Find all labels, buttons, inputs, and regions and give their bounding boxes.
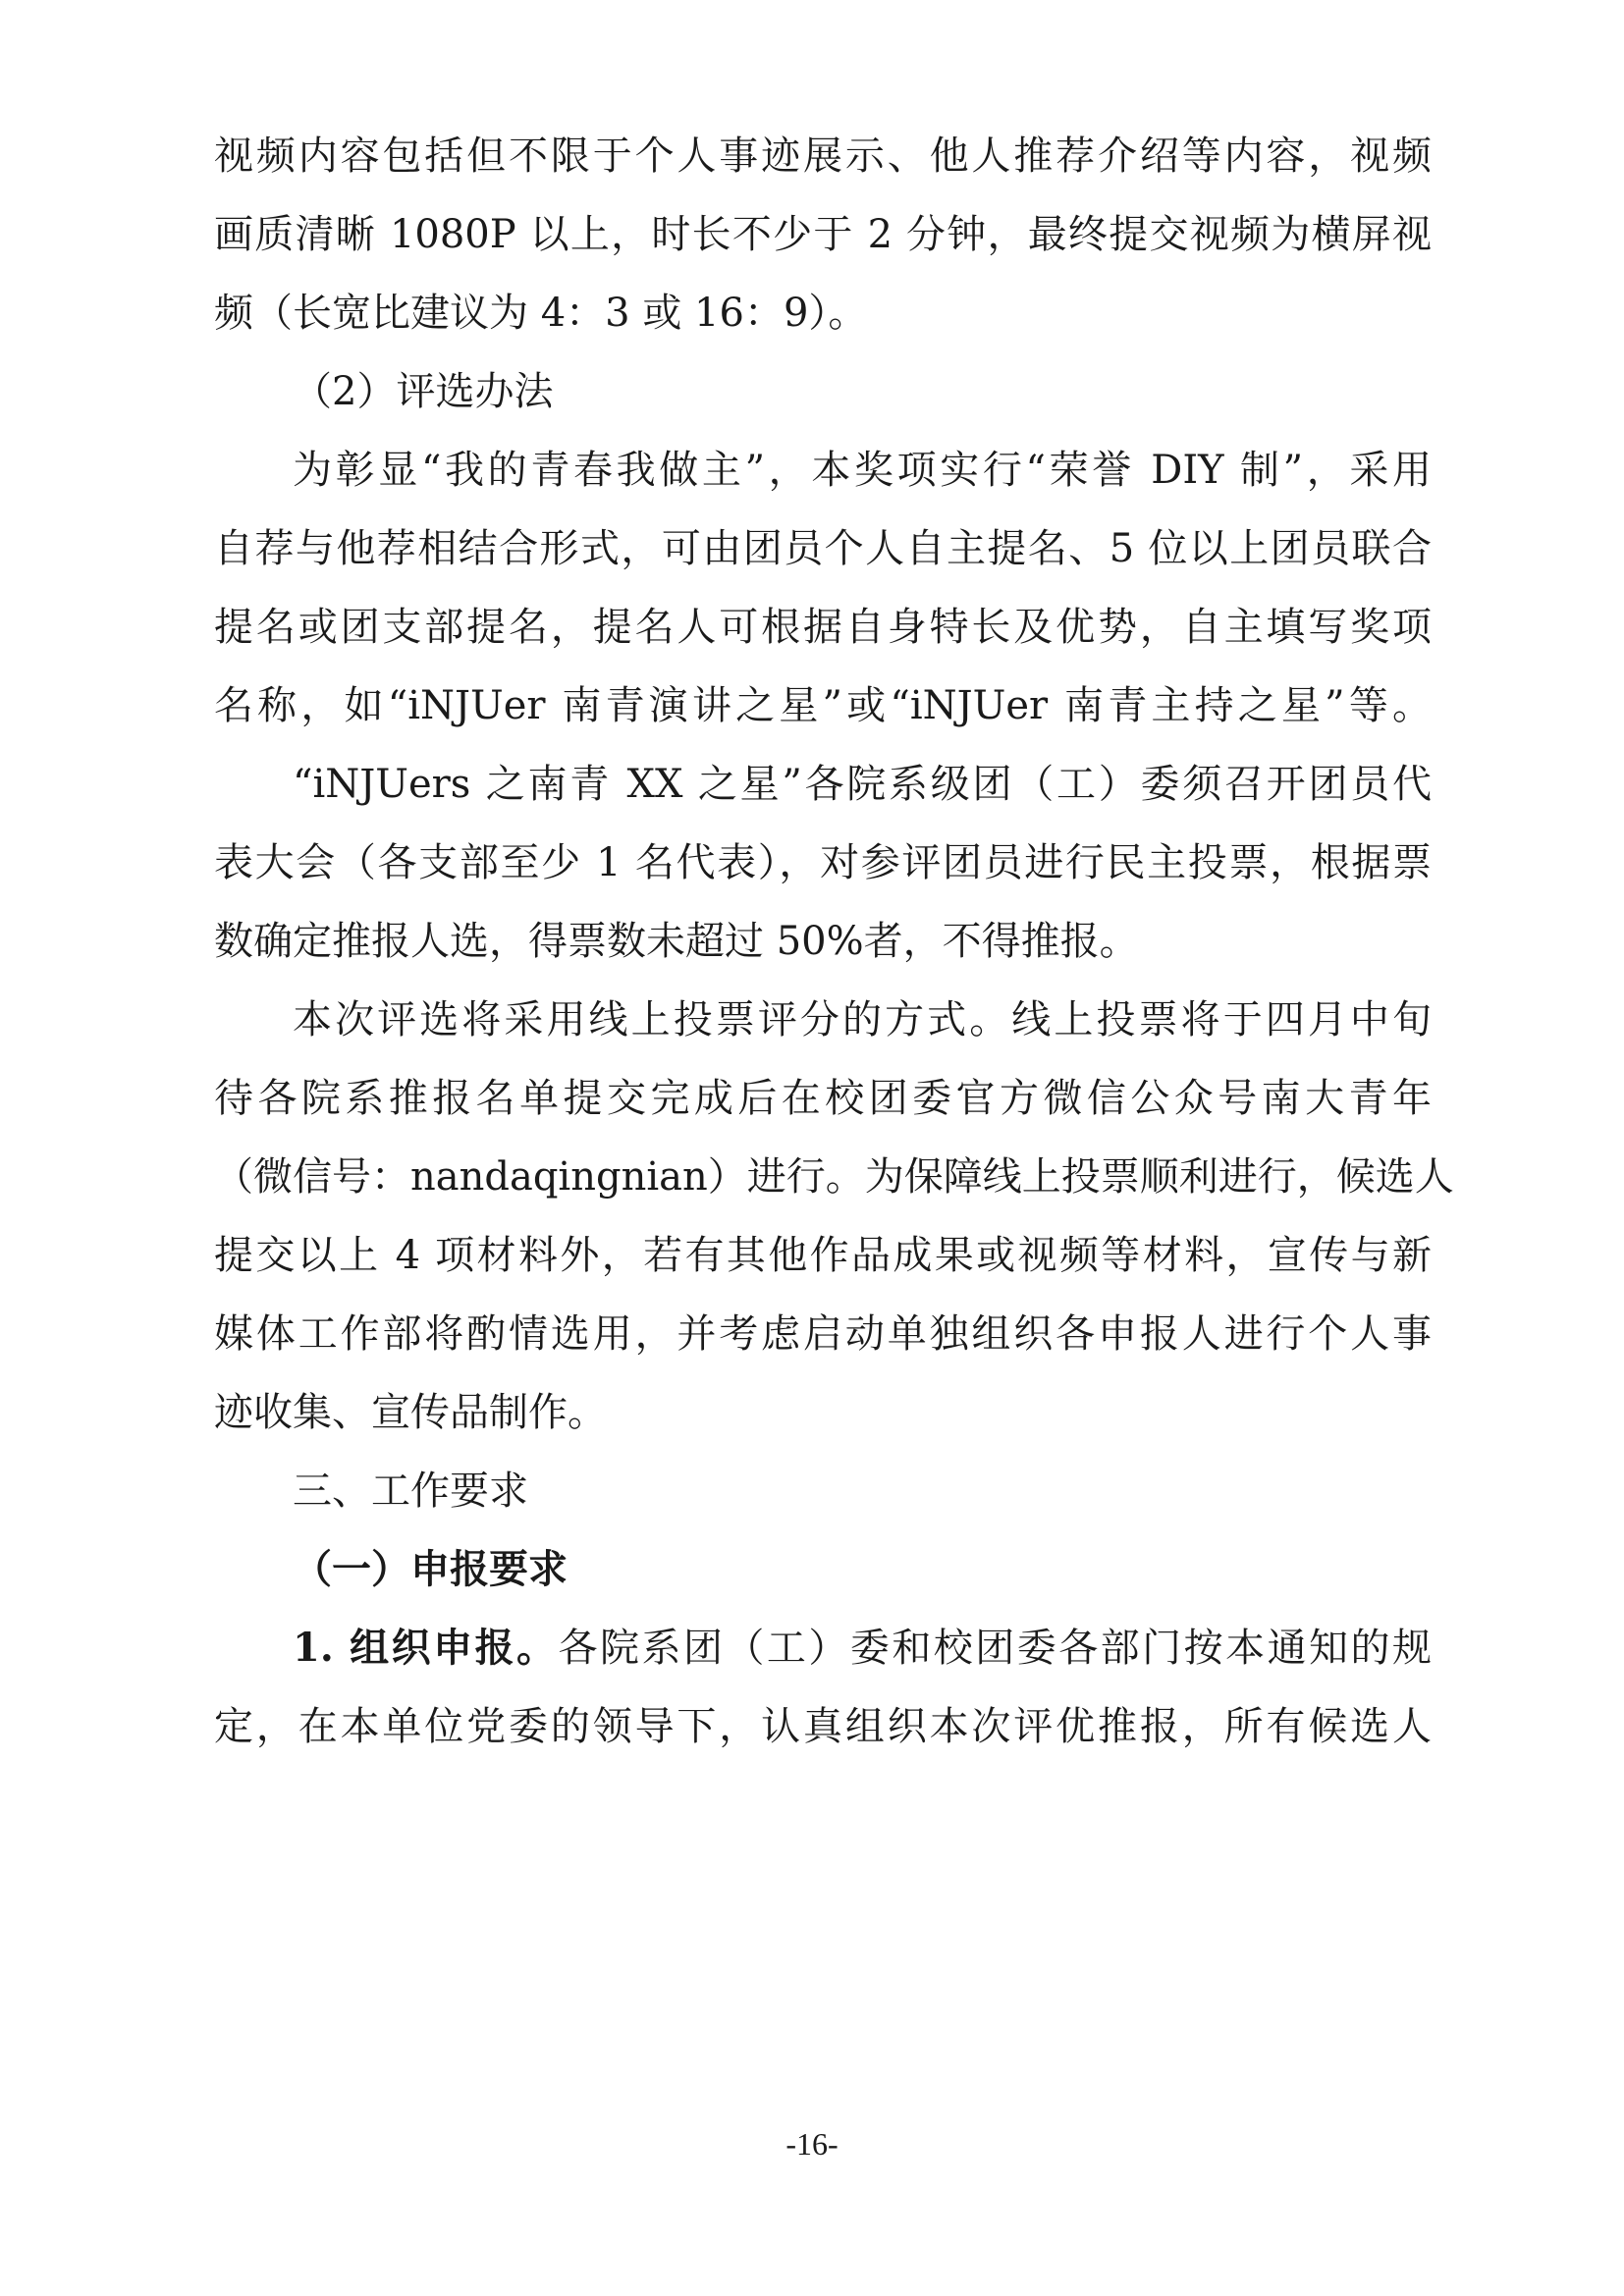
body-text-line: 频（长宽比建议为 4：3 或 16：9）。	[214, 291, 868, 336]
body-text-line: 提交以上 4 项材料外，若有其他作品成果或视频等材料，宣传与新	[214, 1233, 1432, 1278]
body-text-line: 本次评选将采用线上投票评分的方式。线上投票将于四月中旬	[293, 997, 1432, 1042]
body-text-line: 为彰显“我的青春我做主”，本奖项实行“荣誉 DIY 制”，采用	[293, 448, 1432, 493]
body-text-line: （微信号：nandaqingnian）进行。为保障线上投票顺利进行，候选人	[214, 1154, 1454, 1200]
body-text-line: 待各院系推报名单提交完成后在校团委官方微信公众号南大青年	[214, 1076, 1432, 1121]
subsection-title: （2）评选办法	[293, 369, 554, 414]
page-number: -16-	[785, 2126, 839, 2162]
body-text-line: 画质清晰 1080P 以上，时长不少于 2 分钟，最终提交视频为横屏视	[214, 212, 1432, 257]
subsection-heading: （一）申报要求	[293, 1546, 568, 1592]
body-text-line: 定，在本单位党委的领导下，认真组织本次评优推报，所有候选人	[214, 1704, 1432, 1749]
body-text-line: 视频内容包括但不限于个人事迹展示、他人推荐介绍等内容，视频	[214, 133, 1432, 179]
body-text-line: “iNJUers 之南青 XX 之星”各院系级团（工）委须召开团员代	[293, 762, 1432, 807]
body-text-line: 迹收集、宣传品制作。	[214, 1390, 607, 1435]
body-text-line	[293, 1619, 1432, 1678]
body-text-line: 表大会（各支部至少 1 名代表），对参评团员进行民主投票，根据票	[214, 840, 1432, 885]
body-text-line: 名称，如“iNJUer 南青演讲之星”或“iNJUer 南青主持之星”等。	[214, 683, 1432, 728]
body-text-run: 各院系团（工）委和校团委各部门按本通知的规	[558, 1626, 1433, 1671]
section-heading: 三、工作要求	[293, 1468, 528, 1514]
body-text-line: 媒体工作部将酌情选用，并考虑启动单独组织各申报人进行个人事	[214, 1311, 1432, 1357]
inline-bold-heading: 1. 组织申报。	[293, 1625, 559, 1671]
body-text-line: 提名或团支部提名，提名人可根据自身特长及优势，自主填写奖项	[214, 605, 1432, 650]
body-text-line: 自荐与他荐相结合形式，可由团员个人自主提名、5 位以上团员联合	[214, 526, 1432, 571]
body-text-line: 数确定推报人选，得票数未超过 50%者，不得推报。	[214, 919, 1139, 964]
